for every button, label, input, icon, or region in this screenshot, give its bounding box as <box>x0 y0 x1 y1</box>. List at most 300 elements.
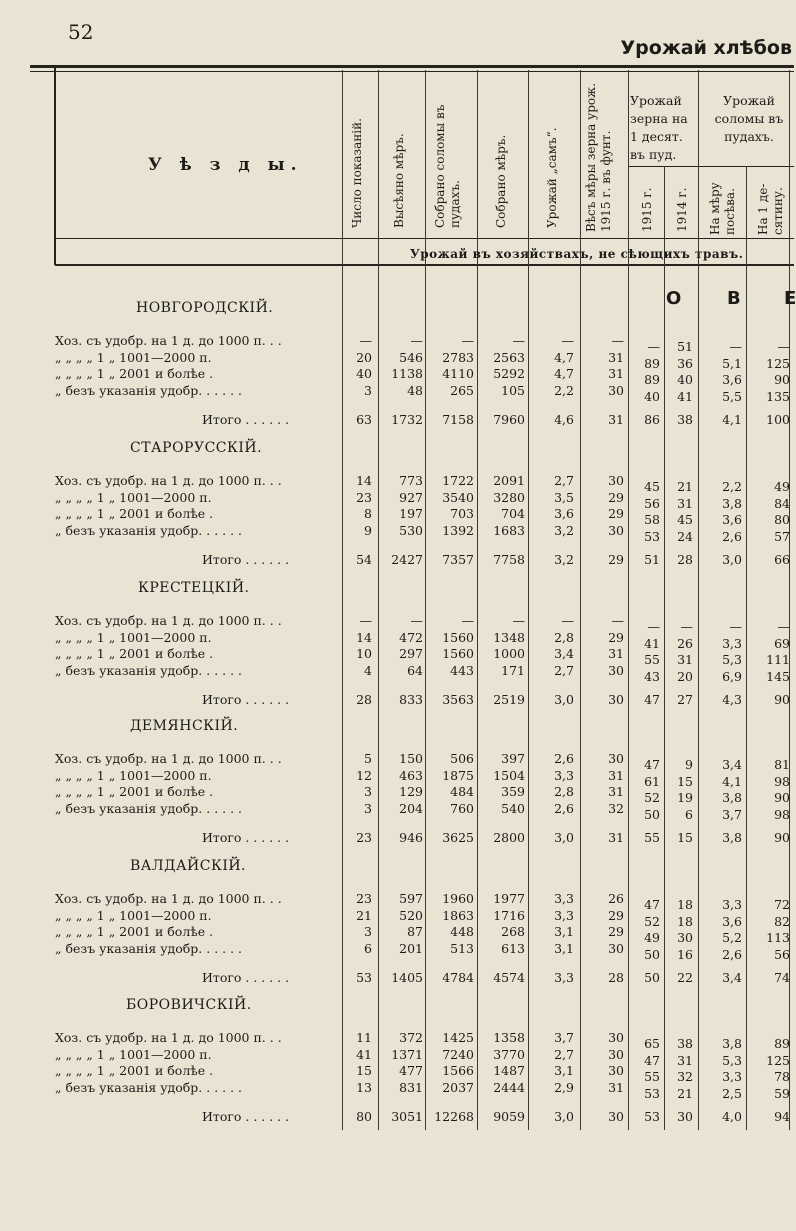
cell: 4,7 <box>554 366 574 381</box>
cell: 30 <box>608 662 624 678</box>
cell: 38 <box>677 412 693 427</box>
table-row <box>0 751 794 772</box>
cell: 477 <box>399 1063 423 1078</box>
cell: 26 <box>677 635 693 651</box>
cell: 5,3 <box>722 1052 742 1068</box>
cell: 66 <box>774 552 790 567</box>
cell: 297 <box>399 646 423 661</box>
cell: 18 <box>677 897 693 912</box>
col-per-des-header: На 1 де- сятину. <box>756 183 785 235</box>
cell: — <box>611 613 624 628</box>
district-name: НОВГОРОДСКІЙ. <box>136 300 274 316</box>
cell: 2,7 <box>554 473 574 488</box>
cell: 30 <box>608 522 624 538</box>
cell: 1000 <box>493 646 525 661</box>
cell: 3,1 <box>554 940 574 956</box>
cell: 4,7 <box>554 349 574 365</box>
cell: 87 <box>407 924 423 939</box>
table-row <box>0 506 794 527</box>
district-name: КРЕСТЕЦКІЙ. <box>138 580 250 596</box>
cell: 7758 <box>493 552 525 567</box>
cell: 397 <box>501 751 525 766</box>
cell: 53 <box>356 970 372 985</box>
cell: 443 <box>450 662 474 678</box>
cell: 1875 <box>442 767 474 783</box>
cell: 30 <box>608 382 624 398</box>
cell: 1348 <box>493 629 525 645</box>
cell: 3,7 <box>722 806 742 822</box>
uezdy-header: У ѣ з д ы. <box>148 155 303 175</box>
cell: 8 <box>364 506 372 521</box>
cell: — <box>561 613 574 628</box>
cell: 7960 <box>493 412 525 427</box>
cell: 11 <box>356 1030 372 1045</box>
cell: 30 <box>608 1063 624 1078</box>
cell: 31 <box>608 366 624 381</box>
ovb-letter: Е <box>784 288 796 309</box>
cell: 9 <box>685 757 693 772</box>
cell: 3,0 <box>554 692 574 707</box>
table-row <box>0 800 794 822</box>
cell: 150 <box>399 751 423 766</box>
cell: 9059 <box>493 1109 525 1124</box>
page-number: 52 <box>68 20 94 44</box>
row-label: „ „ „ „ 1 „ 2001 и болѣе . <box>55 924 214 939</box>
cell: 3280 <box>493 489 525 505</box>
cell: 41 <box>356 1046 372 1062</box>
cell: 946 <box>399 830 423 845</box>
row-label: „ безъ указанія удобр. . . . . . <box>55 940 243 956</box>
cell: 3,3 <box>554 767 574 783</box>
cell: 833 <box>399 692 423 707</box>
cell: 2,8 <box>554 629 574 645</box>
cell: 1138 <box>391 366 423 381</box>
total-label: Итого . . . . . . <box>202 412 290 427</box>
table-row <box>0 924 794 945</box>
cell: 30 <box>608 692 624 707</box>
row-label: Хоз. съ удобр. на 1 д. до 1000 п. . . <box>55 333 282 348</box>
row-label: „ „ „ „ 1 „ 2001 и болѣе . <box>55 1063 214 1078</box>
col-straw-header: Собрано соломы въ пудахъ. <box>433 104 462 228</box>
cell: 59 <box>774 1085 790 1101</box>
cell: 3,2 <box>554 552 574 567</box>
cell: — <box>461 613 474 628</box>
cell: 40 <box>677 372 693 387</box>
row-label: Хоз. съ удобр. на 1 д. до 1000 п. . . <box>55 751 282 766</box>
cell: 90 <box>774 830 790 845</box>
cell: 28 <box>356 692 372 707</box>
table-row <box>0 366 794 387</box>
cell: 540 <box>501 800 525 816</box>
cell: 484 <box>450 784 474 799</box>
table-row <box>0 613 794 634</box>
cell: 3,6 <box>722 372 742 387</box>
table-row <box>0 767 794 789</box>
cell: — <box>729 619 742 634</box>
cell: 31 <box>608 412 624 427</box>
cell: — <box>359 613 372 628</box>
row-label: „ „ „ „ 1 „ 1001—2000 п. <box>55 489 212 505</box>
cell: 1863 <box>442 907 474 923</box>
cell: 506 <box>450 751 474 766</box>
cell: 1683 <box>493 522 525 538</box>
cell: 3,4 <box>554 646 574 661</box>
cell: 3 <box>364 784 372 799</box>
row-label: „ „ „ „ 1 „ 2001 и болѣе . <box>55 784 214 799</box>
cell: 3,3 <box>554 891 574 906</box>
cell: 28 <box>677 552 693 567</box>
cell: 125 <box>766 1052 790 1068</box>
cell: 831 <box>399 1079 423 1095</box>
row-label: „ „ „ „ 1 „ 2001 и болѣе . <box>55 366 214 381</box>
total-label: Итого . . . . . . <box>202 1109 290 1124</box>
cell: 3 <box>364 924 372 939</box>
cell: 2,6 <box>722 946 742 962</box>
cell: 3 <box>364 800 372 816</box>
cell: 31 <box>608 830 624 845</box>
cell: 113 <box>766 930 790 945</box>
cell: 31 <box>677 652 693 667</box>
cell: 3,6 <box>554 506 574 521</box>
cell: 204 <box>399 800 423 816</box>
cell: 7158 <box>442 412 474 427</box>
cell: 6 <box>685 806 693 822</box>
cell: 3 <box>364 382 372 398</box>
cell: 81 <box>774 757 790 772</box>
table-row <box>0 382 794 404</box>
row-label: „ „ „ „ 1 „ 1001—2000 п. <box>55 629 212 645</box>
cell: 201 <box>399 940 423 956</box>
cell: 84 <box>774 495 790 511</box>
cell: 98 <box>774 806 790 822</box>
cell: 6 <box>364 940 372 956</box>
cell: 1977 <box>493 891 525 906</box>
row-label: „ безъ указанія удобр. . . . . . <box>55 382 243 398</box>
total-label: Итого . . . . . . <box>202 692 290 707</box>
cell: 26 <box>608 891 624 906</box>
table-row <box>0 1030 794 1051</box>
cell: 55 <box>644 1069 660 1084</box>
cell: 2,7 <box>554 662 574 678</box>
cell: 52 <box>644 913 660 929</box>
cell: 86 <box>644 412 660 427</box>
cell: 3,8 <box>722 790 742 805</box>
cell: 55 <box>644 652 660 667</box>
cell: 1405 <box>391 970 423 985</box>
cell: 31 <box>677 1052 693 1068</box>
cell: 50 <box>644 806 660 822</box>
cell: 30 <box>608 751 624 766</box>
row-label: Хоз. съ удобр. на 1 д. до 1000 п. . . <box>55 891 282 906</box>
cell: 3,3 <box>554 970 574 985</box>
cell: — <box>512 333 525 348</box>
col-sown-header: Высѣяно мѣръ. <box>392 133 406 228</box>
cell: 3,2 <box>554 522 574 538</box>
cell: 372 <box>399 1030 423 1045</box>
cell: 7357 <box>442 552 474 567</box>
cell: 30 <box>608 473 624 488</box>
cell: 55 <box>644 830 660 845</box>
cell: 145 <box>766 668 790 684</box>
grain-group-header: Урожай зерна на 1 десят. въ пуд. <box>630 93 688 162</box>
cell: 3770 <box>493 1046 525 1062</box>
cell: 10 <box>356 646 372 661</box>
cell: 29 <box>608 907 624 923</box>
cell: 43 <box>644 668 660 684</box>
cell: 45 <box>677 512 693 527</box>
cell: 3,8 <box>722 495 742 511</box>
cell: 12 <box>356 767 372 783</box>
cell: 2,6 <box>722 528 742 544</box>
cell: 21 <box>677 1085 693 1101</box>
cell: 15 <box>677 830 693 845</box>
cell: 30 <box>608 940 624 956</box>
cell: 20 <box>356 349 372 365</box>
row-label: „ безъ указанія удобр. . . . . . <box>55 1079 243 1095</box>
cell: 23 <box>356 489 372 505</box>
cell: 2519 <box>493 692 525 707</box>
cell: 90 <box>774 372 790 387</box>
cell: 14 <box>356 629 372 645</box>
cell: 448 <box>450 924 474 939</box>
table-row <box>0 1046 794 1068</box>
row-label: Хоз. съ удобр. на 1 д. до 1000 п. . . <box>55 473 282 488</box>
cell: 1560 <box>442 629 474 645</box>
cell: 265 <box>450 382 474 398</box>
table-row <box>0 1063 794 1084</box>
cell: 105 <box>501 382 525 398</box>
cell: 3,8 <box>722 1036 742 1051</box>
total-label: Итого . . . . . . <box>202 830 290 845</box>
cell: 21 <box>356 907 372 923</box>
cell: 16 <box>677 946 693 962</box>
col-1914-header: 1914 г. <box>675 187 689 232</box>
cell: 12268 <box>434 1109 474 1124</box>
cell: 1960 <box>442 891 474 906</box>
cell: 1392 <box>442 522 474 538</box>
table-row <box>0 1079 794 1101</box>
cell: 2091 <box>493 473 525 488</box>
cell: 90 <box>774 790 790 805</box>
cell: 3,6 <box>722 913 742 929</box>
row-label: „ „ „ „ 1 „ 1001—2000 п. <box>55 767 212 783</box>
cell: 3051 <box>391 1109 423 1124</box>
cell: 546 <box>399 349 423 365</box>
cell: — <box>512 613 525 628</box>
row-label: „ безъ указанія удобр. . . . . . <box>55 522 243 538</box>
cell: 24 <box>677 528 693 544</box>
cell: 4574 <box>493 970 525 985</box>
cell: 36 <box>677 355 693 371</box>
cell: 3,7 <box>554 1030 574 1045</box>
cell: 2800 <box>493 830 525 845</box>
cell: 5292 <box>493 366 525 381</box>
cell: 50 <box>644 946 660 962</box>
running-title: Урожай хлѣбов <box>620 37 792 59</box>
cell: 530 <box>399 522 423 538</box>
table-row <box>0 784 794 805</box>
cell: 15 <box>356 1063 372 1078</box>
cell: 111 <box>766 652 790 667</box>
col-per-measure-header: На мѣру посѣва. <box>708 182 737 235</box>
cell: 268 <box>501 924 525 939</box>
total-label: Итого . . . . . . <box>202 970 290 985</box>
cell: 1716 <box>493 907 525 923</box>
cell: 98 <box>774 773 790 789</box>
cell: 40 <box>644 388 660 404</box>
row-label: „ „ „ „ 1 „ 1001—2000 п. <box>55 907 212 923</box>
cell: 94 <box>774 1109 790 1124</box>
cell: 3,1 <box>554 1063 574 1078</box>
cell: 3563 <box>442 692 474 707</box>
cell: — <box>647 339 660 354</box>
row-label: Хоз. съ удобр. на 1 д. до 1000 п. . . <box>55 613 282 628</box>
row-label: „ безъ указанія удобр. . . . . . <box>55 662 243 678</box>
cell: 90 <box>774 692 790 707</box>
total-row <box>0 830 794 846</box>
total-row <box>0 412 794 428</box>
straw-group-header: Урожай соломы въ пудахъ. <box>714 93 784 144</box>
total-row <box>0 1109 794 1125</box>
cell: 32 <box>608 800 624 816</box>
cell: — <box>729 339 742 354</box>
cell: 30 <box>677 1109 693 1124</box>
cell: 1425 <box>442 1030 474 1045</box>
cell: 4 <box>364 662 372 678</box>
cell: 3,4 <box>722 757 742 772</box>
cell: 3,3 <box>722 897 742 912</box>
cell: 57 <box>774 528 790 544</box>
cell: 53 <box>644 1085 660 1101</box>
cell: 3,3 <box>554 907 574 923</box>
row-label: „ „ „ „ 1 „ 2001 и болѣе . <box>55 506 214 521</box>
cell: 171 <box>501 662 525 678</box>
cell: 5 <box>364 751 372 766</box>
cell: 5,1 <box>722 355 742 371</box>
cell: 31 <box>608 1079 624 1095</box>
cell: 4,0 <box>722 1109 742 1124</box>
cell: 4,1 <box>722 773 742 789</box>
cell: — <box>777 339 790 354</box>
table-row <box>0 940 794 962</box>
cell: 135 <box>766 388 790 404</box>
cell: 89 <box>644 372 660 387</box>
cell: 3,6 <box>722 512 742 527</box>
cell: 2,2 <box>722 479 742 494</box>
cell: 30 <box>608 1030 624 1045</box>
cell: 4,1 <box>722 412 742 427</box>
cell: 7240 <box>442 1046 474 1062</box>
cell: 3,4 <box>722 970 742 985</box>
row-label: „ безъ указанія удобр. . . . . . <box>55 800 243 816</box>
cell: 1358 <box>493 1030 525 1045</box>
ovb-letter: О <box>666 288 682 309</box>
cell: 9 <box>364 522 372 538</box>
cell: 703 <box>450 506 474 521</box>
cell: 23 <box>356 830 372 845</box>
cell: 18 <box>677 913 693 929</box>
cell: 3540 <box>442 489 474 505</box>
col-1915-header: 1915 г. <box>640 187 654 232</box>
table-row <box>0 489 794 511</box>
cell: 47 <box>644 757 660 772</box>
cell: 3,1 <box>554 924 574 939</box>
cell: 129 <box>399 784 423 799</box>
cell: 704 <box>501 506 525 521</box>
cell: 31 <box>608 349 624 365</box>
cell: — <box>647 619 660 634</box>
cell: 78 <box>774 1069 790 1084</box>
cell: 49 <box>644 930 660 945</box>
cell: 19 <box>677 790 693 805</box>
cell: 21 <box>677 479 693 494</box>
cell: 4,3 <box>722 692 742 707</box>
cell: 14 <box>356 473 372 488</box>
table-row <box>0 333 794 354</box>
cell: 38 <box>677 1036 693 1051</box>
cell: 3,0 <box>722 552 742 567</box>
cell: 2,8 <box>554 784 574 799</box>
cell: 29 <box>608 506 624 521</box>
cell: 22 <box>677 970 693 985</box>
district-name: ВАЛДАЙСКІЙ. <box>130 858 247 874</box>
cell: 613 <box>501 940 525 956</box>
col-collected-header: Собрано мѣръ. <box>494 134 508 228</box>
cell: 2444 <box>493 1079 525 1095</box>
cell: 74 <box>774 970 790 985</box>
cell: 40 <box>356 366 372 381</box>
table-row <box>0 662 794 684</box>
cell: 31 <box>608 646 624 661</box>
cell: 197 <box>399 506 423 521</box>
cell: 72 <box>774 897 790 912</box>
total-row <box>0 552 794 568</box>
cell: 30 <box>608 1046 624 1062</box>
cell: 51 <box>677 339 693 354</box>
cell: 597 <box>399 891 423 906</box>
cell: 61 <box>644 773 660 789</box>
cell: 2427 <box>391 552 423 567</box>
cell: 6,9 <box>722 668 742 684</box>
total-row <box>0 692 794 708</box>
cell: 27 <box>677 692 693 707</box>
cell: 56 <box>644 495 660 511</box>
district-name: ДЕМЯНСКІЙ. <box>130 718 239 734</box>
cell: 31 <box>608 767 624 783</box>
cell: 49 <box>774 479 790 494</box>
cell: 2,5 <box>722 1085 742 1101</box>
cell: 47 <box>644 897 660 912</box>
cell: — <box>461 333 474 348</box>
cell: 1504 <box>493 767 525 783</box>
cell: 80 <box>774 512 790 527</box>
table-row <box>0 349 794 371</box>
cell: 4,6 <box>554 412 574 427</box>
cell: 3,0 <box>554 830 574 845</box>
col-weight-header: Вѣсъ мѣры зерна урож. 1915 г. въ фунт. <box>584 83 613 232</box>
cell: — <box>561 333 574 348</box>
cell: 3625 <box>442 830 474 845</box>
cell: 47 <box>644 692 660 707</box>
cell: 23 <box>356 891 372 906</box>
cell: 463 <box>399 767 423 783</box>
cell: 53 <box>644 528 660 544</box>
cell: 15 <box>677 773 693 789</box>
cell: 29 <box>608 552 624 567</box>
cell: — <box>359 333 372 348</box>
cell: 5,2 <box>722 930 742 945</box>
cell: 3,3 <box>722 1069 742 1084</box>
